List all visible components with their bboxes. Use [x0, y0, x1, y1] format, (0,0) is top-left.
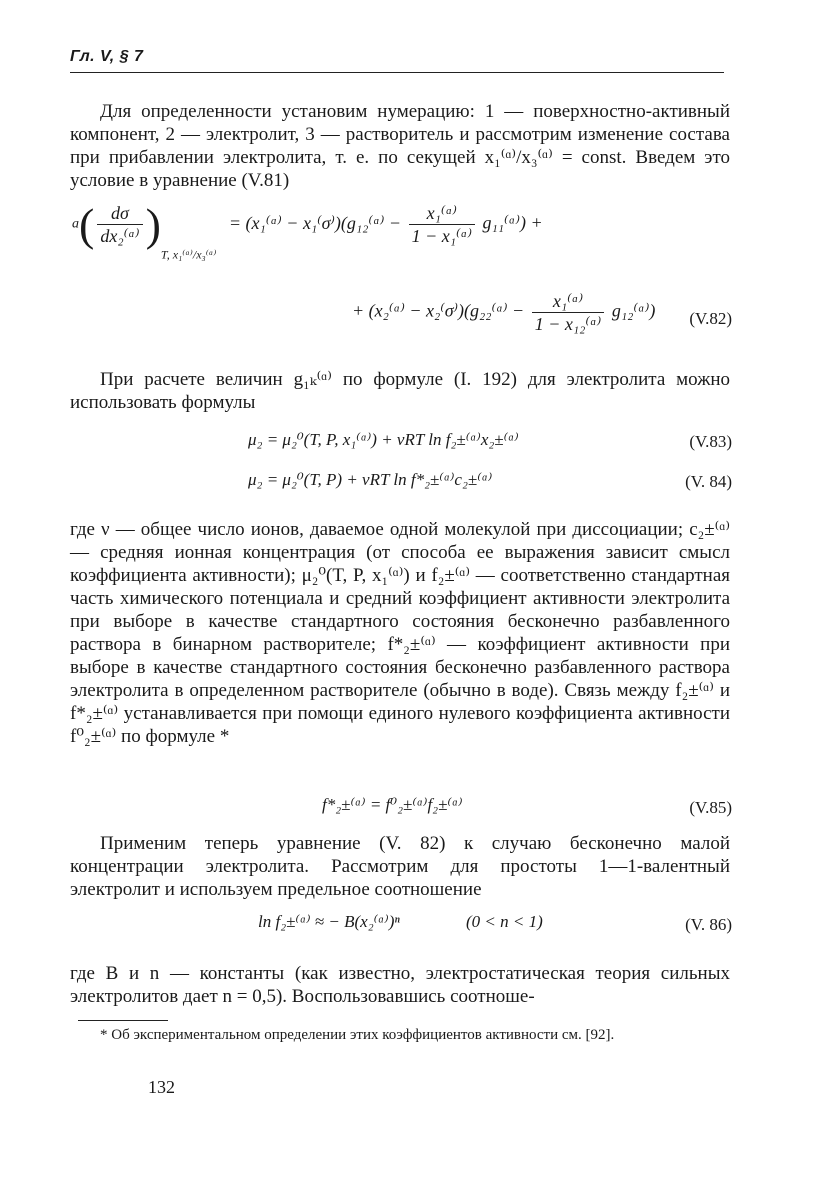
- eq82-line2-tail: g₁₂⁽ᵅ⁾): [611, 300, 656, 321]
- equation-v86: ln f₂±⁽ᵅ⁾ ≈ − B(x₂⁽ᵅ⁾)ⁿ: [258, 912, 400, 931]
- equation-number-v86: (V. 86): [685, 915, 732, 934]
- equation-v85: f*₂±⁽ᵅ⁾ = f⁰₂±⁽ᵅ⁾f₂±⁽ᵅ⁾: [322, 795, 463, 814]
- paragraph-apply: Применим теперь уравнение (V. 82) к случаю бесконечно малой концентрации электролита. Рассмотрим для простоты 1—1-валентный электролит и используем предельное соотношение: [70, 833, 730, 900]
- equation-v84: μ₂ = μ₂⁰(T, P) + νRT ln f*₂±⁽ᵅ⁾c₂±⁽ᵅ⁾: [248, 470, 493, 489]
- footnote: * Об экспериментальном определении этих коэффициентов активности см. [92].: [100, 1027, 615, 1043]
- equation-number-v85: (V.85): [689, 798, 732, 817]
- header-rule: [70, 72, 724, 73]
- derivative-subscript: T, x₁⁽ᵅ⁾/x₃⁽ᵅ⁾: [160, 247, 217, 262]
- equation-v82-line1: a( $\frac{d\sigma}{\text{dx₂⁽ᵅ⁾}}$ )$_{T, x_1^(ᵅ^)/x_3^(ᵅ^)}$ = (x₁⁽ᵅ⁾ − x₁⁽σ⁾)(g₁₂⁽ᵅ⁾ − $\frac{\text{x₁⁽ᵅ⁾}}{\text{1 − x₁⁽ᵅ⁾}}$ g₁₁⁽ᵅ⁾) +: [72, 199, 543, 262]
- page-number: 132: [148, 1077, 175, 1097]
- equation-v86-condition: (0 < n < 1): [466, 912, 543, 931]
- equation-v82-line2: [352, 290, 655, 335]
- footnote-rule: [78, 1020, 168, 1021]
- eq82-line2-head: + (x₂⁽ᵅ⁾ − x₂⁽σ⁾)(g₂₂⁽ᵅ⁾ −: [352, 300, 525, 321]
- paragraph-constants: где B и n — константы (как известно, электростатическая теория сильных электролитов дает n = 0,5). Воспользовавшись соотноше-: [70, 963, 730, 1007]
- equation-number-v84: (V. 84): [685, 472, 732, 491]
- equation-number-v82: (V.82): [689, 309, 732, 328]
- paragraph-definitions: где ν — общее число ионов, даваемое одной молекулой при диссоциации; c₂±⁽ᵅ⁾ — средняя ионная концентрация (от способа ее выражения зависит смысл коэффициента активности); μ₂⁰(T, P, x₁⁽ᵅ⁾) и f₂±⁽ᵅ⁾ — соответственно стандартная часть химического потенциала и средний коэффициент активности электролита при выборе в качестве стандартного состояния бесконечно разбавленного раствора в бинарном растворителе; f*₂±⁽ᵅ⁾ — коэффициент активности при выборе в качестве стандартного состояния бесконечно разбавленного раствора электролита в определенном растворителе (обычно в воде). Связь между f₂±⁽ᵅ⁾ и f*₂±⁽ᵅ⁾ устанавливается при помощи единого нулевого коэффициента активности f⁰₂±⁽ᵅ⁾ по формуле *: [70, 519, 730, 747]
- derivative-fraction: $\frac{d\sigma}{\text{dx₂⁽ᵅ⁾}}$: [97, 202, 142, 247]
- paragraph-calculation: При расчете величин g₁ₖ⁽ᵅ⁾ по формуле (I. 192) для электролита можно использовать формулы: [70, 369, 730, 413]
- eq82-fraction2: $\frac{\text{x₁⁽ᵅ⁾}}{\text{1 − x₁₂⁽ᵅ⁾}}$: [532, 290, 605, 335]
- equation-number-v83: (V.83): [689, 432, 732, 451]
- eq82-rhs-tail1: g₁₁⁽ᵅ⁾) +: [482, 212, 543, 233]
- equation-v83: μ₂ = μ₂⁰(T, P, x₁⁽ᵅ⁾) + νRT ln f₂±⁽ᵅ⁾x₂±⁽ᵅ⁾: [248, 430, 519, 449]
- paragraph-intro: Для определенности установим нумерацию: 1 — поверхностно-активный компонент, 2 — электролит, 3 — растворитель и рассмотрим изменение состава при прибавлении электролита, т. е. по секущей x₁⁽ᵅ⁾/x₃⁽ᵅ⁾ = const. Введем это условие в уравнение (V.81): [70, 101, 730, 191]
- running-head: Гл. V, § 7: [70, 48, 144, 65]
- eq82-fraction1: $\frac{\text{x₁⁽ᵅ⁾}}{\text{1 − x₁⁽ᵅ⁾}}$: [409, 202, 475, 247]
- eq82-rhs-part1: = (x₁⁽ᵅ⁾ − x₁⁽σ⁾)(g₁₂⁽ᵅ⁾ −: [228, 212, 402, 233]
